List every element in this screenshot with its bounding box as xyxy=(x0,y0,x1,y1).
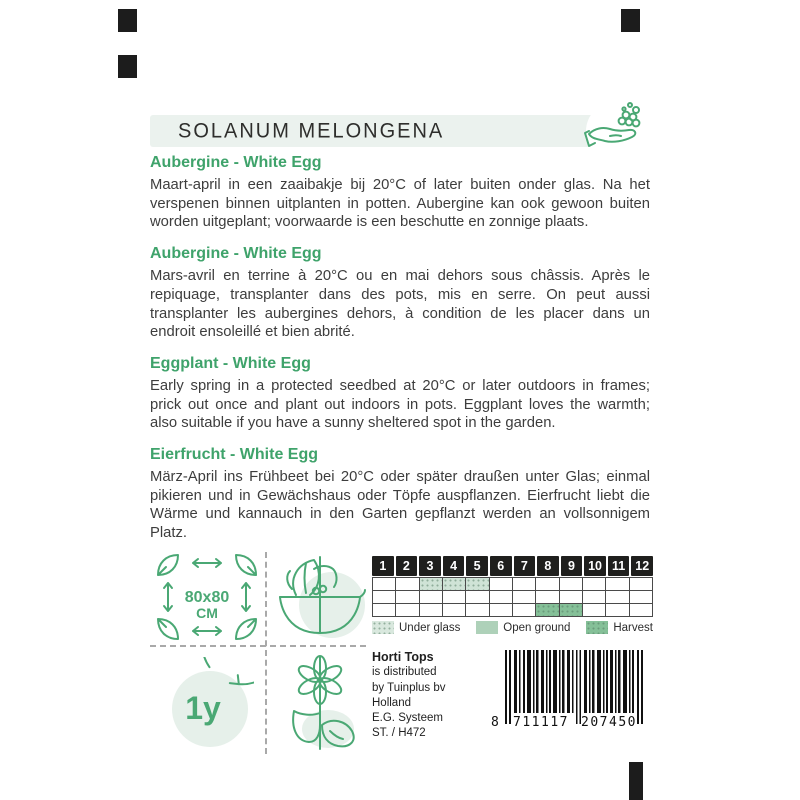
section-heading-de: Eierfrucht - White Egg xyxy=(150,446,318,464)
calendar-cell xyxy=(373,578,396,591)
legend-open-ground xyxy=(476,621,570,634)
legend-harvest xyxy=(586,621,653,634)
distributor-info xyxy=(372,650,487,742)
calendar-cell xyxy=(583,578,606,591)
barcode-digits-group1: 711117 xyxy=(513,715,569,730)
calendar-cell xyxy=(396,578,419,591)
month-cell: 8 xyxy=(537,556,559,576)
icon-grid-horizontal-divider xyxy=(150,645,366,647)
calendar-cell xyxy=(560,591,583,604)
calendar-cell xyxy=(606,591,629,604)
calendar-row-harvest xyxy=(373,604,653,617)
flower-fruit-icon xyxy=(278,653,362,753)
calendar-cell xyxy=(420,604,443,617)
harvest-bowl-icon xyxy=(270,549,370,645)
calendar-cell xyxy=(630,578,653,591)
plant-spacing-icon xyxy=(152,549,262,645)
calendar-cell xyxy=(536,578,559,591)
description-sections xyxy=(150,153,650,555)
distributor-line: Holland xyxy=(372,696,411,709)
month-cell: 9 xyxy=(561,556,583,576)
under-glass-swatch xyxy=(372,621,394,634)
calendar-cell xyxy=(536,604,559,617)
calendar-cell xyxy=(560,578,583,591)
calendar-cell xyxy=(420,591,443,604)
calendar-cell xyxy=(630,604,653,617)
cycle-value: 1y xyxy=(185,690,221,726)
calendar-cell xyxy=(606,604,629,617)
section-heading-fr: Aubergine - White Egg xyxy=(150,245,322,263)
sowing-calendar xyxy=(372,556,653,617)
calendar-cell xyxy=(513,591,536,604)
under-glass-label: Under glass xyxy=(399,621,461,634)
section-body-nl: Maart-april in een zaaibakje bij 20°C of later buiten onder glas. Na het verspenen binnen uitplanten in potten. Aubergine kan ook gewoon buiten worden uitgeplant; voorwaarde is een beschutte en zonnige plaats. xyxy=(150,177,650,231)
calendar-cell xyxy=(583,591,606,604)
calendar-cell xyxy=(630,591,653,604)
species-banner xyxy=(150,115,638,147)
calendar-cell xyxy=(443,591,466,604)
calendar-row-under-glass xyxy=(373,578,653,591)
month-cell: 1 xyxy=(372,556,394,576)
harvest-label: Harvest xyxy=(613,621,653,634)
scientific-name: SOLANUM MELONGENA xyxy=(178,119,445,143)
calendar-cell xyxy=(513,604,536,617)
distributor-line: is distributed xyxy=(372,666,437,679)
distributor-line: by Tuinplus bv xyxy=(372,681,446,694)
legend-under-glass xyxy=(372,621,460,634)
section-body-en: Early spring in a protected seedbed at 20°C or later outdoors in frames; prick out once and plant out indoors in pots. Eggplant loves the warmth; also suitable if you have a sunny sheltered spot in the garden. xyxy=(150,377,650,432)
section-french xyxy=(150,244,650,342)
ean-barcode xyxy=(489,650,653,730)
section-dutch xyxy=(150,153,650,232)
calendar-cell xyxy=(490,591,513,604)
month-cell: 11 xyxy=(608,556,630,576)
month-cell: 6 xyxy=(490,556,512,576)
calendar-cell xyxy=(583,604,606,617)
barcode-digits-group2: 207450 xyxy=(581,715,637,730)
section-body-de: März-April ins Frühbeet bei 20°C oder später draußen unter Glas; einmal pikieren und in Gewächshaus oder Töpfe auspflanzen. Eierfrucht liebt die Wärme und kannauch in den Garten gepflanzt werden an vollsonnigem Platz. xyxy=(150,469,650,542)
calendar-cell xyxy=(443,604,466,617)
section-english xyxy=(150,354,650,433)
calendar-cell xyxy=(443,578,466,591)
calendar-cell xyxy=(466,591,489,604)
print-mark-top-left-1 xyxy=(118,9,137,32)
icon-grid-vertical-divider xyxy=(265,552,267,754)
annual-cycle-icon xyxy=(158,657,254,753)
calendar-cell xyxy=(606,578,629,591)
calendar-cell xyxy=(536,591,559,604)
month-cell: 4 xyxy=(443,556,465,576)
distributor-line: E.G. Systeem xyxy=(372,712,443,725)
section-heading-en: Eggplant - White Egg xyxy=(150,354,311,372)
barcode-digit-left: 8 xyxy=(491,715,501,730)
spacing-value: 80x80 xyxy=(184,589,230,606)
calendar-cell xyxy=(513,578,536,591)
calendar-legend xyxy=(372,621,653,634)
month-cell: 2 xyxy=(396,556,418,576)
distributor-name: Horti Tops xyxy=(372,650,434,664)
calendar-cell xyxy=(466,578,489,591)
calendar-cell xyxy=(396,604,419,617)
month-cell: 10 xyxy=(584,556,606,576)
calendar-cell xyxy=(373,591,396,604)
hand-seeds-icon xyxy=(583,100,643,154)
section-body-fr: Mars-avril en terrine à 20°C ou en mai dehors sous châssis. Après le repiquage, transplanter dans des pots, mis en serre. On peut aussi transplanter les aubergines dehors, à condition de les placer dans un endroit ensoleillé et bien abrité. xyxy=(150,268,650,341)
calendar-cell xyxy=(560,604,583,617)
calendar-cell xyxy=(466,604,489,617)
calendar-cell xyxy=(373,604,396,617)
month-cell: 5 xyxy=(466,556,488,576)
calendar-row-open-ground xyxy=(373,591,653,604)
calendar-month-header xyxy=(372,556,653,576)
calendar-cell xyxy=(490,604,513,617)
section-german xyxy=(150,445,650,543)
print-mark-top-left-2 xyxy=(118,55,137,78)
month-cell: 7 xyxy=(514,556,536,576)
month-cell: 12 xyxy=(631,556,653,576)
calendar-cell xyxy=(490,578,513,591)
open-ground-label: Open ground xyxy=(503,621,571,634)
print-mark-top-right xyxy=(621,9,640,32)
month-cell: 3 xyxy=(419,556,441,576)
calendar-cell xyxy=(396,591,419,604)
calendar-cell xyxy=(420,578,443,591)
harvest-swatch xyxy=(586,621,608,634)
spacing-unit: CM xyxy=(196,605,218,621)
calendar-grid xyxy=(372,577,653,617)
print-mark-bottom-right xyxy=(629,762,643,800)
section-heading-nl: Aubergine - White Egg xyxy=(150,154,322,171)
open-ground-swatch xyxy=(476,621,498,634)
distributor-line: ST. / H472 xyxy=(372,727,426,740)
